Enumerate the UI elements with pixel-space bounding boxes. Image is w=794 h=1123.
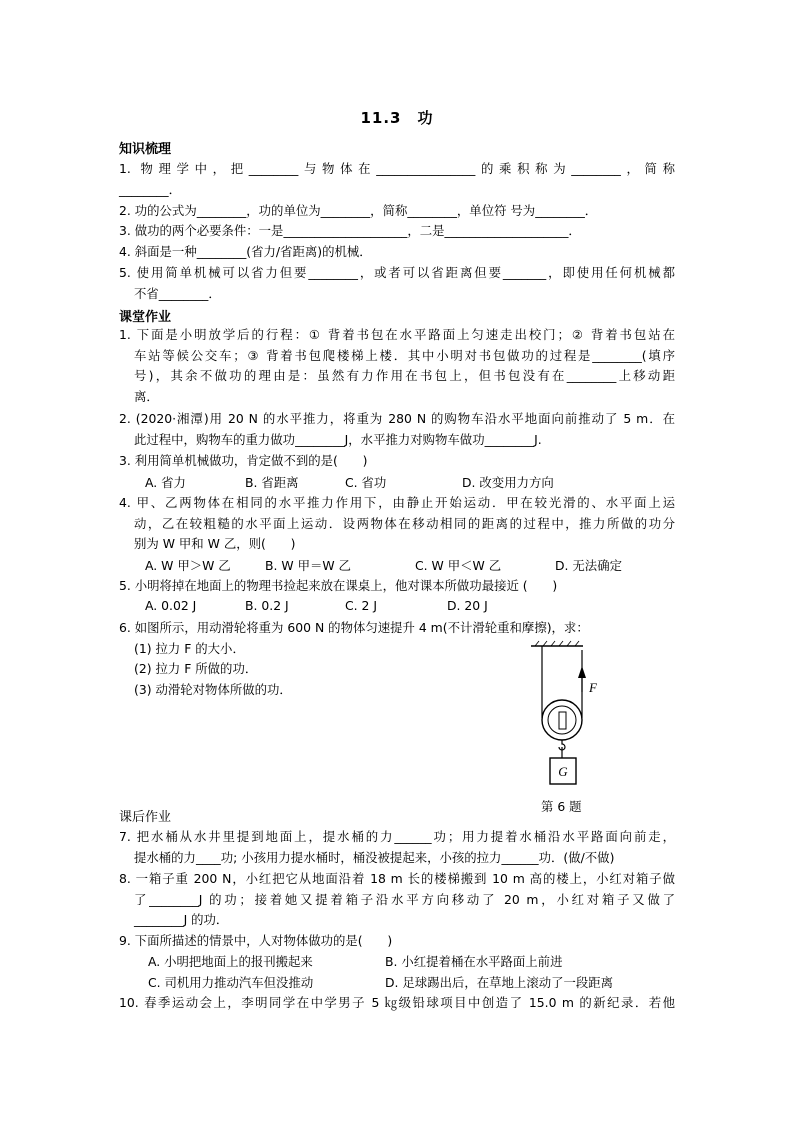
q3-option-d: D. 改变用力方向 xyxy=(462,475,554,490)
q4-option-a: A. W 甲＞W 乙 xyxy=(145,558,231,573)
force-label: F xyxy=(589,680,597,695)
ceiling-hatch xyxy=(535,641,579,646)
q3-option-b: B. 省距离 xyxy=(245,475,299,490)
q3-option-c: C. 省功 xyxy=(345,475,387,490)
section-heading-homework: 课后作业 xyxy=(119,810,172,825)
weight-label: G xyxy=(558,764,568,779)
classwork-q4-line3: 别为 W 甲和 W 乙，则( ) xyxy=(134,536,296,551)
pulley-diagram xyxy=(525,640,635,800)
classwork-q4-line2: 动，乙在较粗糙的水平面上运动．设两物体在移动相同的距离的过程中，推力所做的功分 xyxy=(134,516,675,531)
force-arrow-head xyxy=(578,666,586,678)
section-heading-knowledge: 知识梳理 xyxy=(119,142,172,157)
classwork-q2-line2: 此过程中，购物车的重力做功________J，水平推力对购物车做功________J. xyxy=(134,432,542,447)
knowledge-q1-line2: ________． xyxy=(119,182,181,197)
q3-option-a: A. 省力 xyxy=(145,475,186,490)
homework-q8-line2: 了________J 的功；接着她又提着箱子沿水平方向移动了 20 m，小红对箱子又做了 xyxy=(134,892,675,907)
homework-q10: 10. 春季运动会上，李明同学在中学男子 5 ㎏级铅球项目中创造了 15.0 m 的新纪录．若他 xyxy=(119,995,675,1010)
q5-option-c: C. 2 J xyxy=(345,598,378,613)
q6-subquestion-2: (2) 拉力 F 所做的功． xyxy=(134,661,258,676)
q6-subquestion-1: (1) 拉力 F 的大小． xyxy=(134,641,245,656)
classwork-q1-line3: 号)，其余不做功的理由是：虽然有力作用在书包上，但书包没有在________上移动距 xyxy=(134,368,675,383)
q4-option-b: B. W 甲＝W 乙 xyxy=(265,558,351,573)
knowledge-q3: 3. 做功的两个必要条件：一是____________________，二是____________________． xyxy=(119,223,581,238)
homework-q7-line2: 提水桶的力____功; 小孩用力提水桶时，桶没被提起来，小孩的拉力______功．(做/不做) xyxy=(134,850,615,865)
homework-q8-line1: 8. 一箱子重 200 N，小红把它从地面沿着 18 m 长的楼梯搬到 10 m 高的楼上，小红对箱子做 xyxy=(119,871,675,886)
classwork-q6: 6. 如图所示，用动滑轮将重为 600 N 的物体匀速提升 4 m(不计滑轮重和摩擦)，求： xyxy=(119,620,589,635)
classwork-q3: 3. 利用简单机械做功，肯定做不到的是( ) xyxy=(119,453,368,468)
page-title: 11.3 功 xyxy=(360,109,434,127)
section-heading-classwork: 课堂作业 xyxy=(119,310,172,325)
q6-subquestion-3: (3) 动滑轮对物体所做的功． xyxy=(134,682,292,697)
knowledge-q5-line2: 不省________． xyxy=(134,286,221,301)
q4-option-c: C. W 甲＜W 乙 xyxy=(415,558,502,573)
homework-q9: 9. 下面所描述的情景中，人对物体做功的是( ) xyxy=(119,933,393,948)
homework-q8-line3: ________J 的功． xyxy=(134,912,229,927)
knowledge-q5-line1: 5. 使用简单机械可以省力但要________，或者可以省距离但要_______，即使用任何机械都 xyxy=(119,265,675,280)
pulley-axle-frame xyxy=(559,712,566,729)
q9-option-c: C. 司机用力推动汽车但没推动 xyxy=(148,975,314,990)
knowledge-q2: 2. 功的公式为________，功的单位为________，简称________，单位符 号为________． xyxy=(119,203,598,218)
q5-option-b: B. 0.2 J xyxy=(245,598,289,613)
knowledge-q4: 4. 斜面是一种________(省力/省距离)的机械． xyxy=(119,244,372,259)
q4-option-d: D. 无法确定 xyxy=(555,558,622,573)
classwork-q1-line1: 1. 下面是小明放学后的行程：① 背着书包在水平路面上匀速走出校门；② 背着书包站在 xyxy=(119,327,675,342)
classwork-q5: 5. 小明将掉在地面上的物理书捡起来放在课桌上，他对课本所做功最接近 ( ) xyxy=(119,578,558,593)
q9-option-a: A. 小明把地面上的报刊搬起来 xyxy=(148,954,313,969)
figure-caption: 第 6 题 xyxy=(541,799,582,814)
q5-option-d: D. 20 J xyxy=(447,598,488,613)
classwork-q2-line1: 2. (2020·湘潭)用 20 N 的水平推力，将重为 280 N 的购物车沿水平地面向前推动了 5 m．在 xyxy=(119,411,675,426)
classwork-q1-line4: 离． xyxy=(134,389,159,404)
homework-q7-line1: 7. 把水桶从水井里提到地面上，提水桶的力______功；用力提着水桶沿水平路面向前走， xyxy=(119,829,675,844)
q9-option-d: D. 足球踢出后，在草地上滚动了一段距离 xyxy=(385,975,614,990)
knowledge-q1-line1: 1. 物理学中，把________与物体在________________的乘积称为________，简称 xyxy=(119,161,675,176)
q5-option-a: A. 0.02 J xyxy=(145,598,197,613)
classwork-q1-line2: 车站等候公交车；③ 背着书包爬楼梯上楼．其中小明对书包做功的过程是________(填序 xyxy=(134,348,675,363)
classwork-q4-line1: 4. 甲、乙两物体在相同的水平推力作用下，由静止开始运动．甲在较光滑的、水平面上运 xyxy=(119,495,675,510)
q9-option-b: B. 小红提着桶在水平路面上前进 xyxy=(385,954,563,969)
